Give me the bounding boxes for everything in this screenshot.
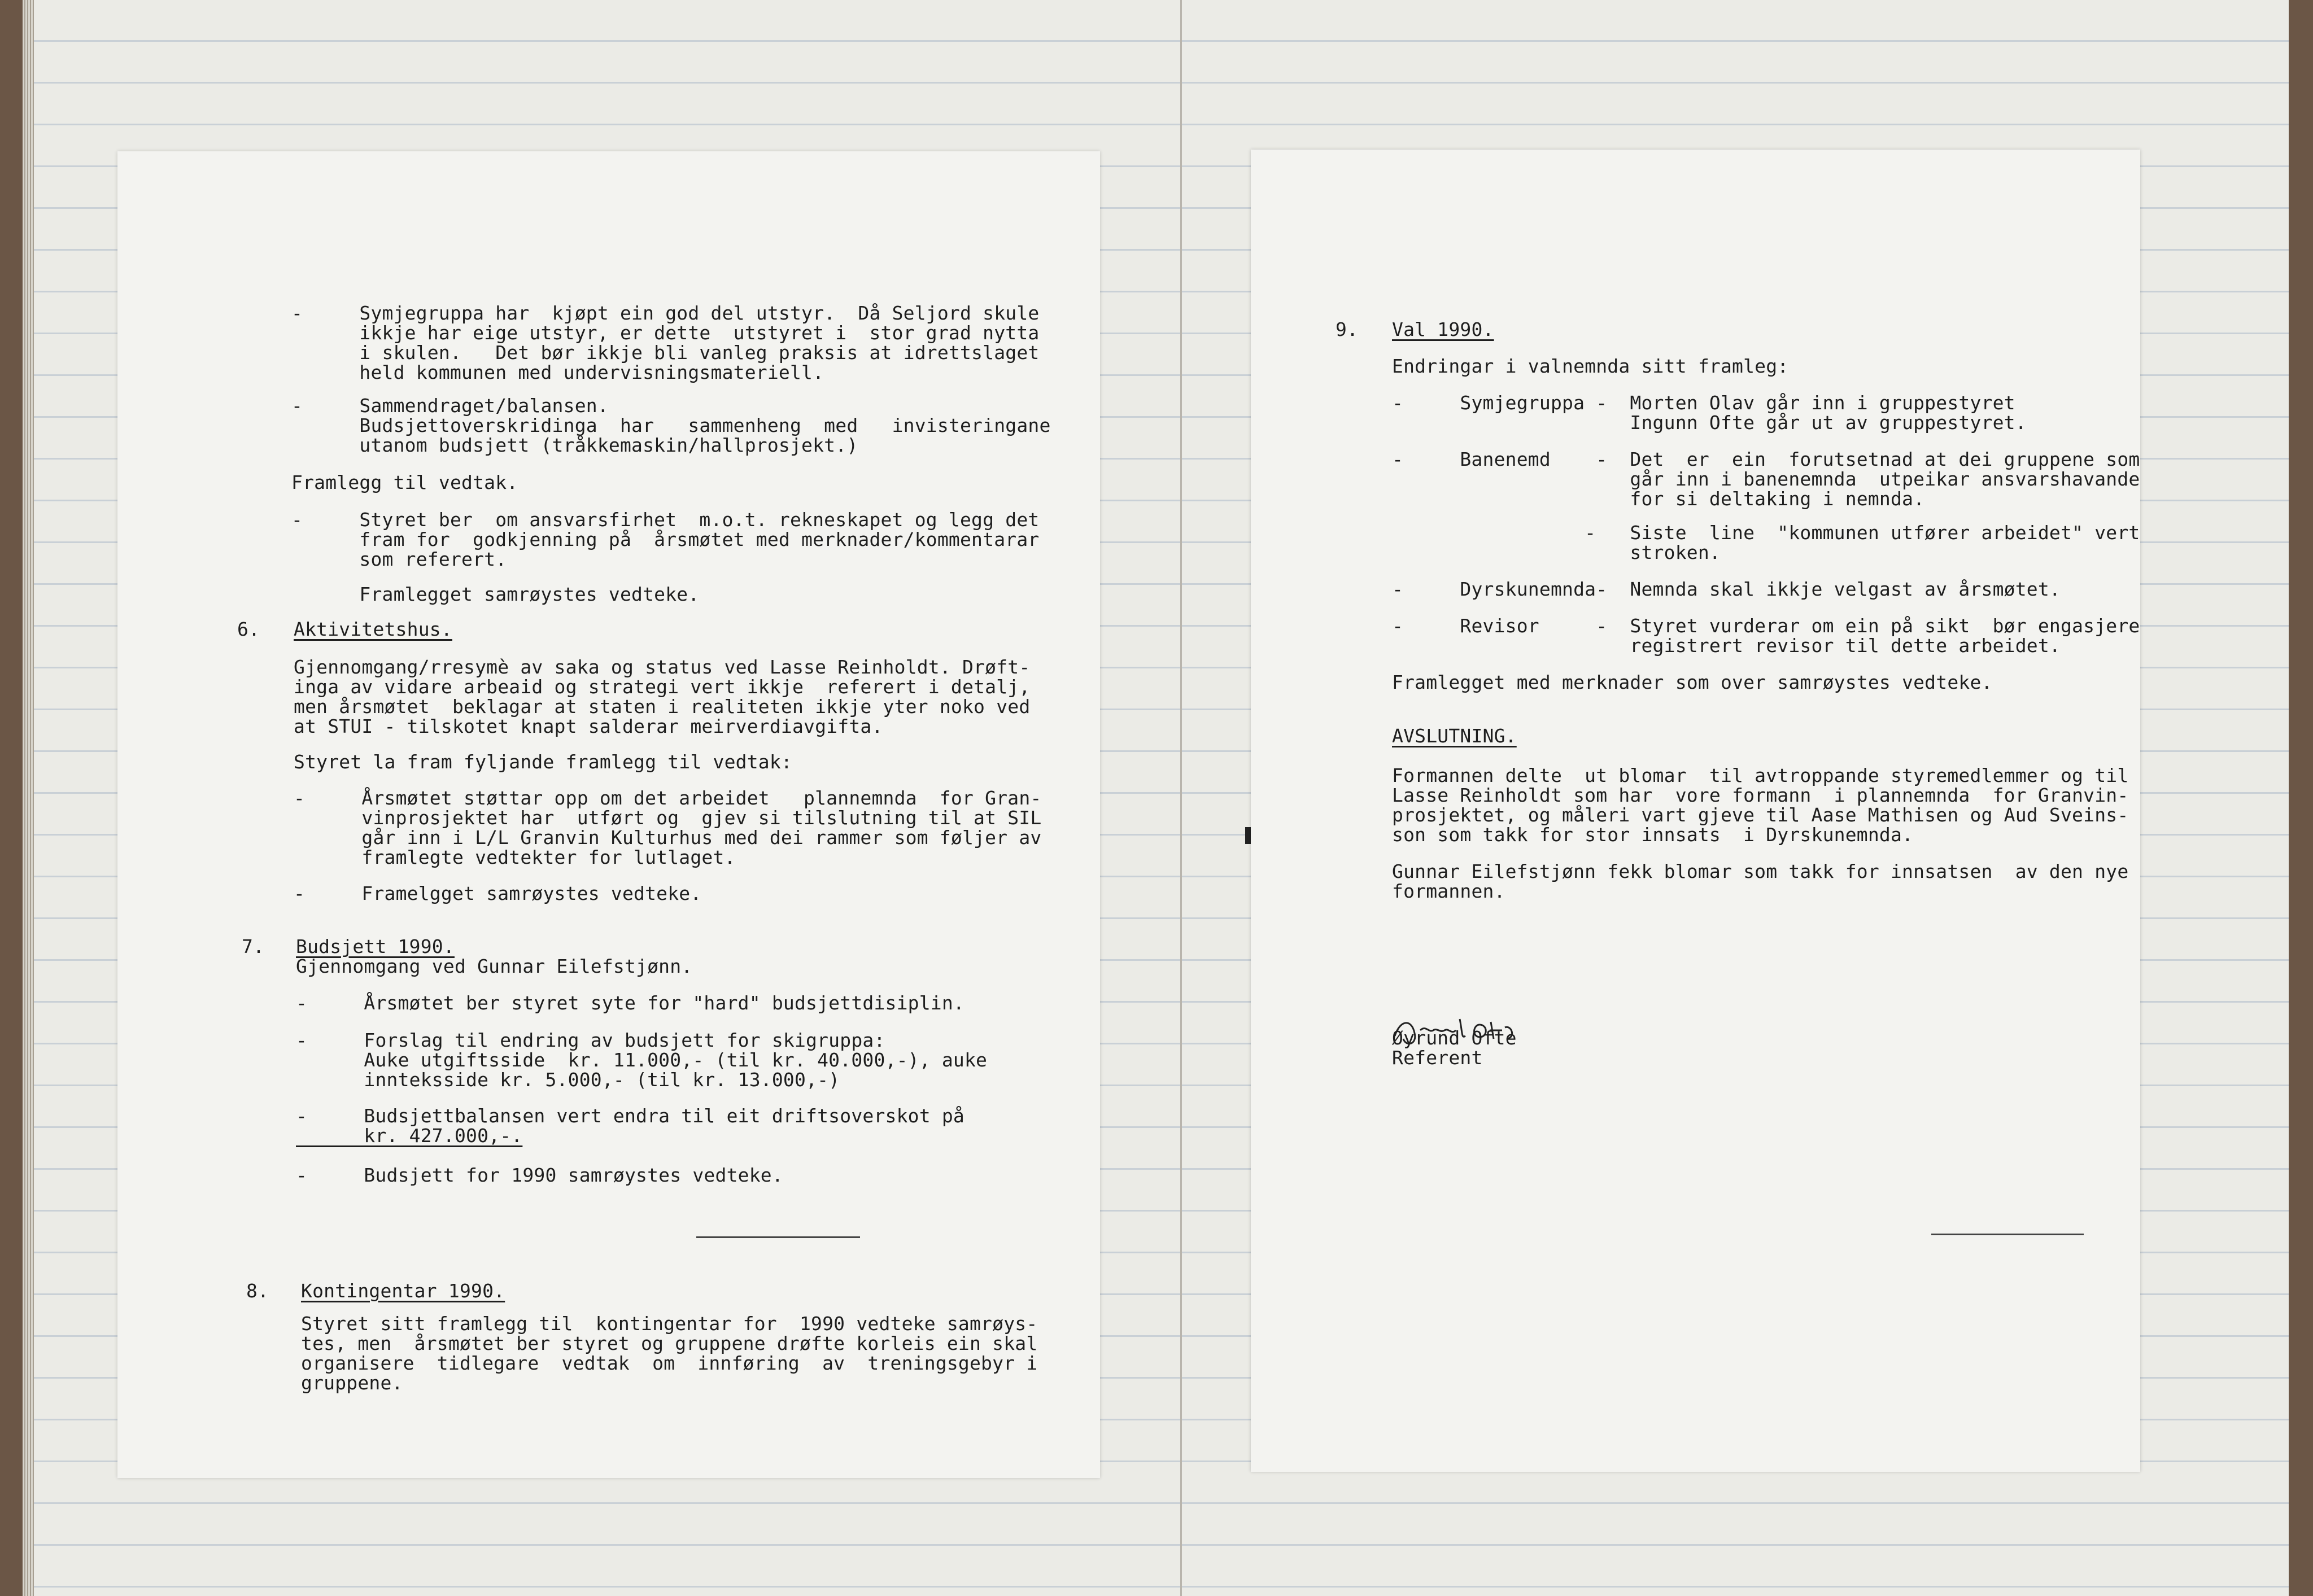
text-line: stroken. (1392, 541, 1721, 563)
text-line: formannen. (1392, 880, 1505, 902)
signatory-name: Øyrund Ofte (1392, 1027, 1517, 1049)
text-line: organisere tidlegare vedtak om innføring av treningsgebyr i (301, 1352, 1038, 1374)
typed-sheet-left (117, 151, 1100, 1478)
text-line: framlegte vedtekter for lutlaget. (294, 846, 736, 868)
text-line: Framlegg til vedtak. (291, 471, 518, 493)
text-line: - Symjegruppa har kjøpt ein god del utstyr. Då Seljord skule (291, 302, 1040, 324)
section-heading: AVSLUTNING. (1392, 725, 1517, 747)
text-line: - Framelgget samrøystes vedteke. (294, 882, 702, 904)
text-line: Styret sitt framlegg til kontingentar for 1990 vedteke samrøys- (301, 1313, 1038, 1335)
text-line: vinprosjektet har utført og gjev si tilslutning til at SIL (294, 807, 1042, 829)
separator-rule (1931, 1234, 2084, 1235)
text-line: - Årsmøtet ber styret syte for "hard" budsjettdisiplin. (296, 992, 965, 1014)
text-line: - Årsmøtet støttar opp om det arbeidet plannemnda for Gran- (294, 787, 1042, 809)
text-line: ikkje har eige utstyr, er dette utstyret i stor grad nytta (291, 322, 1040, 344)
text-line: - Siste line "kommunen utfører arbeidet" vert (1392, 522, 2140, 544)
text-line: Gjennomgang ved Gunnar Eilefstjønn. (296, 955, 693, 977)
text-line: Ingunn Ofte går ut av gruppestyret. (1392, 412, 2027, 434)
text-line: i skulen. Det bør ikkje bli vanleg praksis at idrettslaget (291, 342, 1040, 364)
separator-rule (696, 1236, 860, 1238)
section-heading: Val 1990. (1392, 318, 1494, 340)
text-line: Budsjettoverskridinga har sammenheng med invisteringane (291, 414, 1051, 436)
section-number: 9. (1336, 318, 1359, 340)
text-line: gruppene. (301, 1372, 403, 1394)
text-line: Endringar i valnemnda sitt framleg: (1392, 355, 1789, 377)
text-line: - Banenemd - Det er ein forutsetnad at dei gruppene som (1392, 448, 2140, 470)
text-line: tes, men årsmøtet ber styret og gruppene drøfte korleis ein skal (301, 1332, 1038, 1354)
section-number: 8. (246, 1280, 269, 1302)
text-line: for si deltaking i nemnda. (1392, 488, 1925, 510)
text-line: son som takk for stor innsats i Dyrskunemnda. (1392, 824, 1914, 846)
text-line: kr. 427.000,-. (296, 1125, 523, 1147)
text-line: går inn i banenemnda utpeikar ansvarshavande (1392, 468, 2140, 490)
text-line: - Revisor - Styret vurderar om ein på sikt bør engasjere (1392, 615, 2140, 637)
typed-sheet-right (1251, 150, 2140, 1472)
text-line: - Budsjett for 1990 samrøystes vedteke. (296, 1164, 783, 1186)
section-heading: Kontingentar 1990. (301, 1280, 505, 1302)
text-line: Styret la fram fyljande framlegg til vedtak: (294, 751, 792, 773)
section-heading: Aktivitetshus. (294, 618, 452, 640)
signatory-role: Referent (1392, 1047, 1483, 1069)
text-line: Framlegget med merknader som over samrøystes vedteke. (1392, 671, 1993, 693)
text-line: fram for godkjenning på årsmøtet med merknader/kommentarar (291, 528, 1040, 550)
text-line: inga av vidare arbeaid og strategi vert ikkje referert i detalj, (294, 676, 1031, 698)
text-line: Framlegget samrøystes vedteke. (291, 583, 700, 605)
text-line: som referert. (291, 548, 507, 570)
text-line: registrert revisor til dette arbeidet. (1392, 635, 2061, 657)
text-line: held kommunen med undervisningsmateriell. (291, 361, 824, 383)
text-line: Gunnar Eilefstjønn fekk blomar som takk for innsatsen av den nye (1392, 860, 2129, 882)
text-line: - Dyrskunemnda- Nemnda skal ikkje velgast av årsmøtet. (1392, 578, 2061, 600)
text-line: Auke utgiftsside kr. 11.000,- (til kr. 40.000,-), auke (296, 1049, 988, 1071)
text-line: går inn i L/L Granvin Kulturhus med dei rammer som følјer av (294, 827, 1042, 849)
section-heading: Budsjett 1990. (296, 935, 455, 957)
text-line: - Styret ber om ansvarsfirhet m.o.t. rekneskapet og legg det (291, 509, 1040, 531)
text-line: Lasse Reinholdt som har vore formann i plannemnda for Granvin- (1392, 784, 2129, 806)
text-line: prosjektet, og måleri vart gjeve til Aase Mathisen og Aud Sveins- (1392, 804, 2129, 826)
text-line: - Symjegruppa - Morten Olav går inn i gruppestyret (1392, 392, 2015, 414)
text-line: utanom budsjett (tråkkemaskin/hallprosjekt.) (291, 434, 858, 456)
text-line: - Forslag til endring av budsjett for skigruppa: (296, 1029, 885, 1051)
text-line: Gjennomgang/rresymè av saka og status ved Lasse Reinholdt. Drøft- (294, 656, 1031, 678)
text-line: - Budsjettbalansen vert endra til eit driftsoverskot på (296, 1105, 965, 1127)
text-line: men årsmøtet beklagar at staten i realiteten ikkje yter noko ved (294, 696, 1031, 718)
text-line: innteksside kr. 5.000,- (til kr. 13.000,-) (296, 1069, 840, 1091)
section-number: 7. (242, 935, 265, 957)
section-number: 6. (237, 618, 260, 640)
text-line: at STUI - tilskotet knapt salderar meirverdiavgifta. (294, 715, 883, 737)
text-line: Formannen delte ut blomar til avtroppande styremedlemmer og til (1392, 764, 2129, 786)
text-line: - Sammendraget/balansen. (291, 395, 609, 417)
